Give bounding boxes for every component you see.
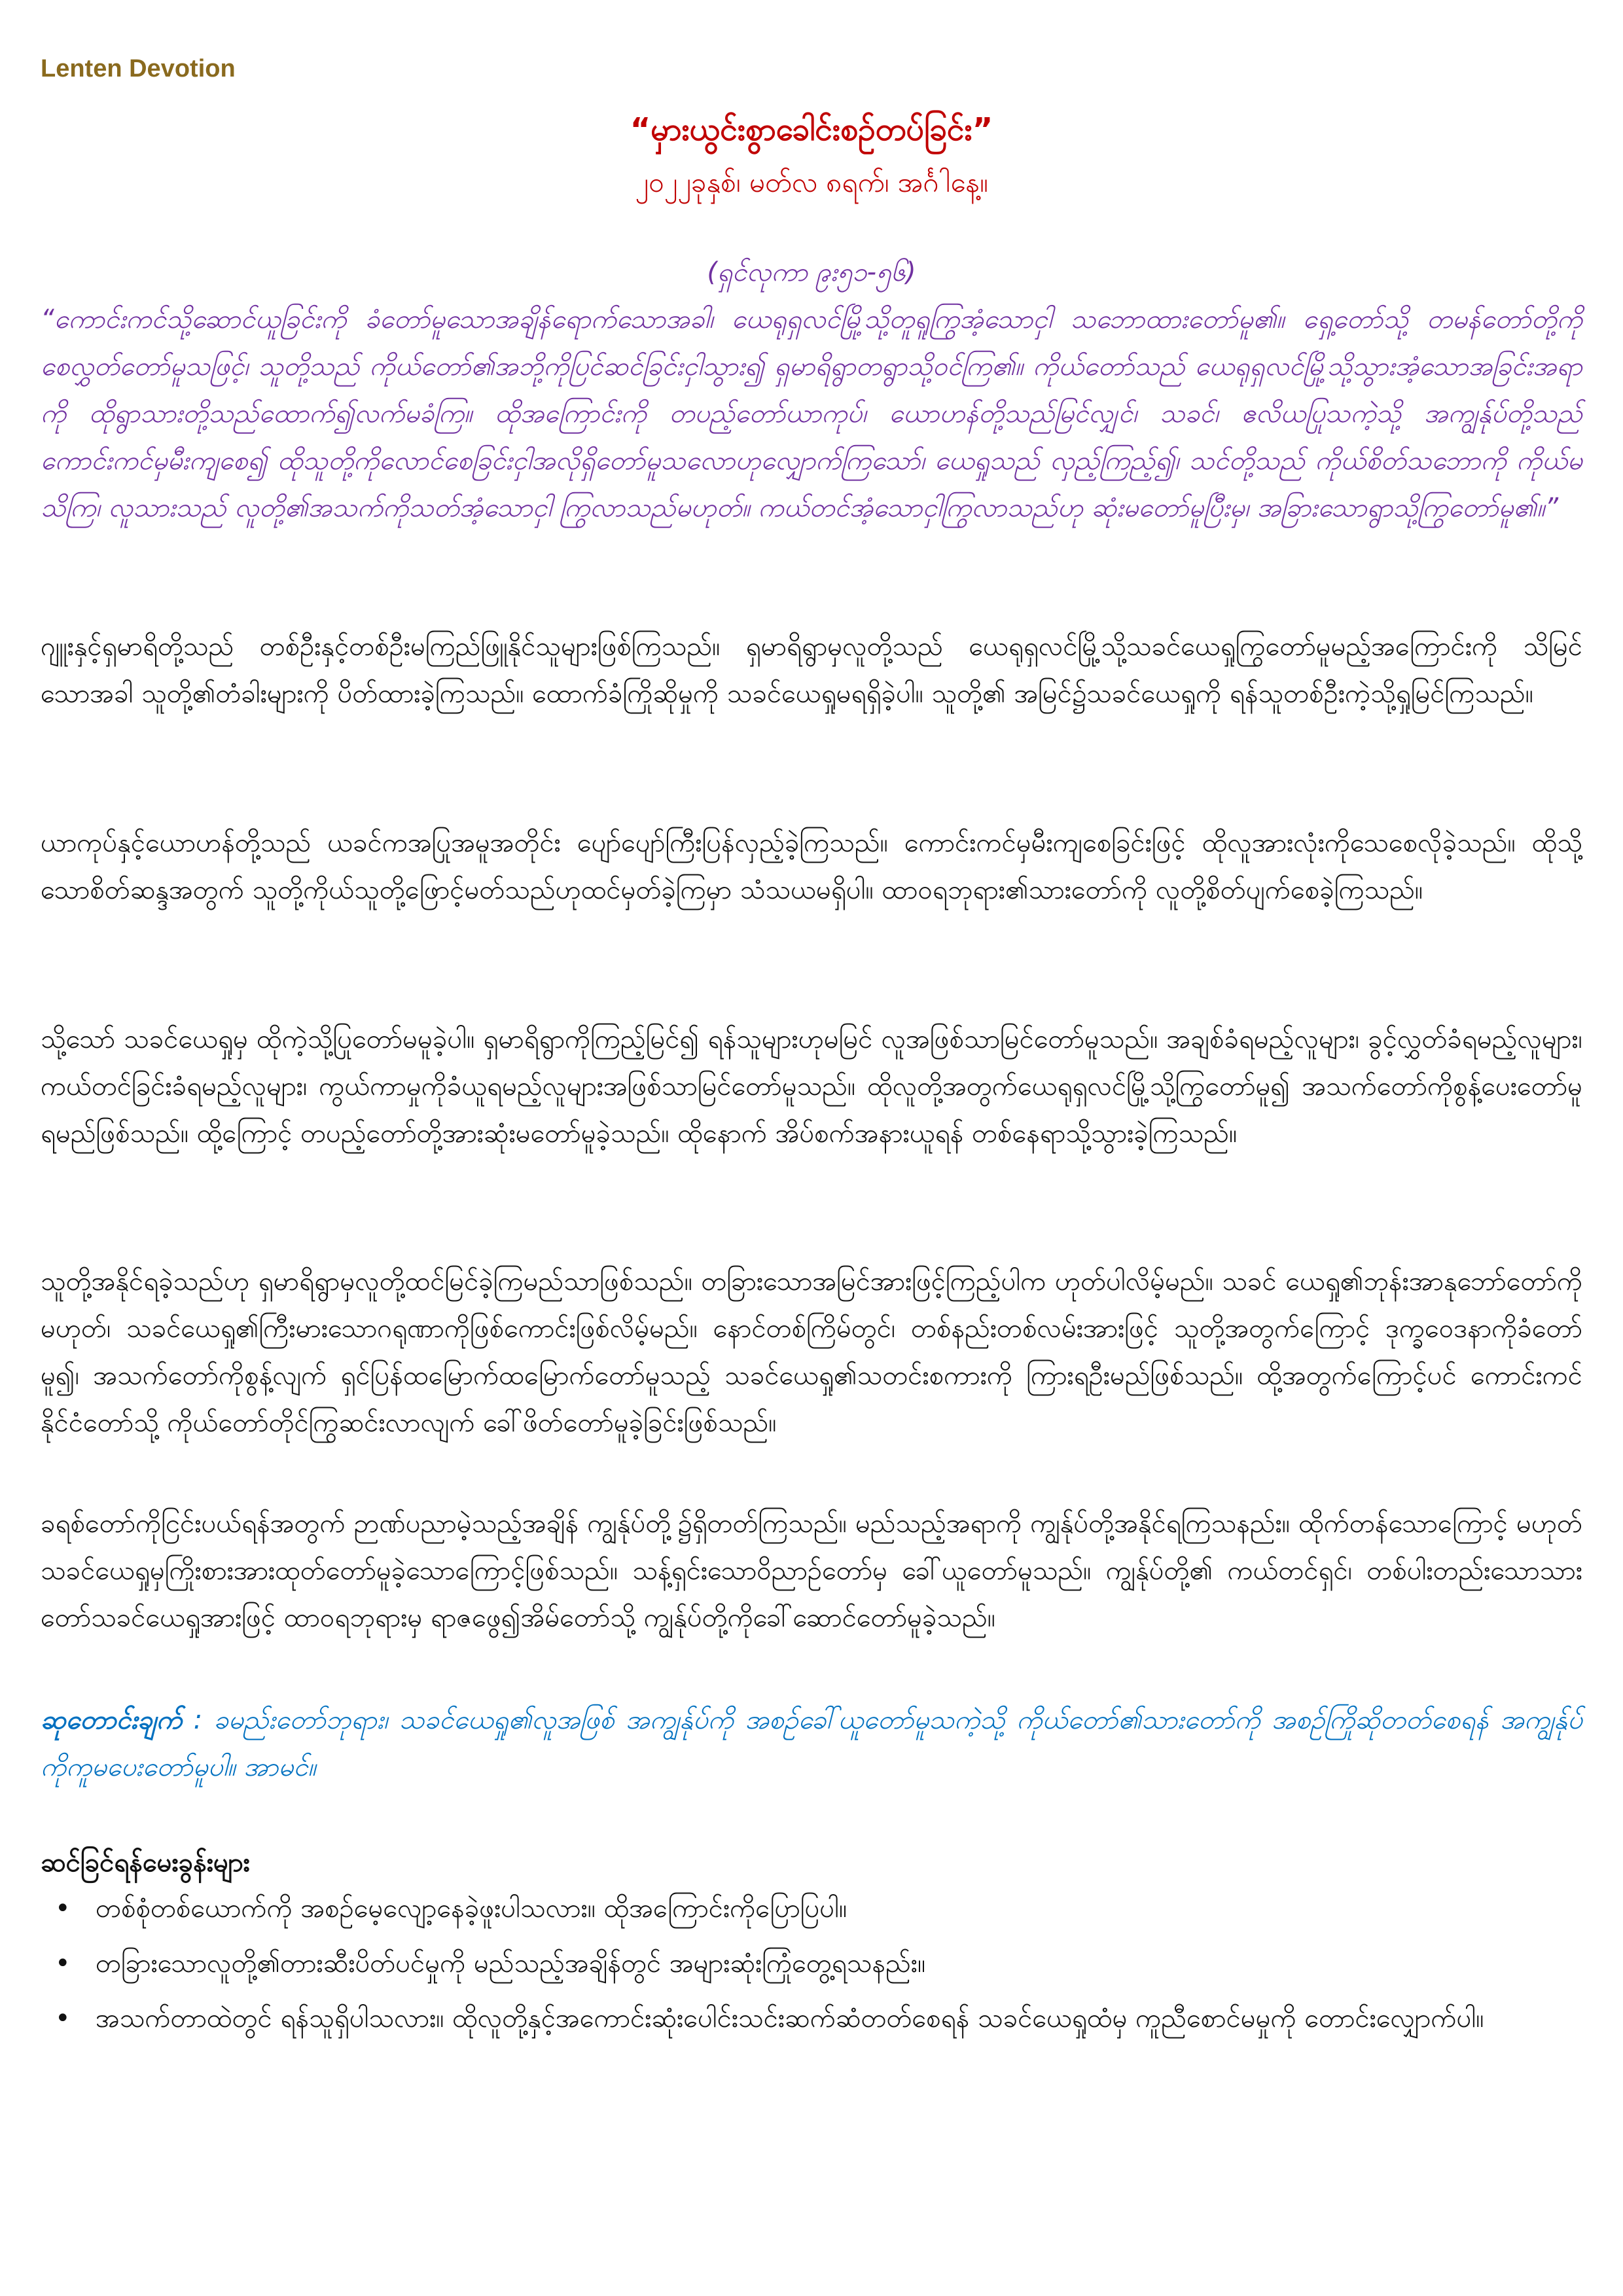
- prayer-separator: :: [182, 1705, 214, 1735]
- questions-list: [41, 1885, 1582, 2050]
- paragraph-1: ဂျူးနှင့်ရှမာရိတို့သည် တစ်ဦးနှင့်တစ်ဦးမကြည်ဖြူနိုင်သူများဖြစ်ကြသည်။ ရှမာရိရွာမှလူတို့သည် ယေရုရှလင်မြို့သို့သခင်ယေရှုကြွတော်မူမည့်အကြောင်းကို သိမြင်သောအခါ သူတို့၏တံခါးများကို ပိတ်ထားခဲ့ကြသည်။ ထောက်ခံကြိုဆိုမှုကို သခင်ယေရှုမရရှိခဲ့ပါ။ သူတို့၏ အမြင်၌သခင်ယေရှုကို ရန်သူတစ်ဦးကဲ့သို့ရှုမြင်ကြသည်။: [41, 632, 1582, 709]
- list-item: [41, 1995, 1582, 2042]
- devotion-title: “မှားယွင်းစွာခေါင်းစဉ်တပ်ခြင်း”: [630, 111, 993, 148]
- paragraph-5: ခရစ်တော်ကိုငြင်းပယ်ရန်အတွက် ဉာဏ်ပညာမဲ့သည့်အချိန် ကျွန်ုပ်တို့၌ရှိတတ်ကြသည်။ မည်သည့်အရာကို ကျွန်ုပ်တို့အနိုင်ရကြသနည်း။ ထိုက်တန်သောကြောင့် မဟုတ် သခင်ယေရှုမှကြိုးစားအားထုတ်တော်မူခဲ့သောကြောင့်ဖြစ်သည်။ သန့်ရှင်းသောဝိညာဉ်တော်မှ ခေါ်ယူတော်မူသည်။ ကျွန်ုပ်တို့၏ ကယ်တင်ရှင်၊ တစ်ပါးတည်းသောသားတော်သခင်ယေရှုအားဖြင့် ထာဝရဘုရားမှ ရာဇဖွေ၍အိမ်တော်သို့ ကျွန်ုပ်တို့ကိုခေါ်ဆောင်တော်မူခဲ့သည်။: [41, 1509, 1582, 1633]
- scripture-reference: (ရှင်လုကာ ၉း၅၁-၅၆): [707, 257, 916, 287]
- paragraph-2: ယာကုပ်နှင့်ယောဟန်တို့သည် ယခင်ကအပြုအမူအတိုင်း ပျော်ပျော်ကြီးပြန်လှည့်ခဲ့ကြသည်။ ကောင်းကင်မှမီးကျစေခြင်းဖြင့် ထိုလူအားလုံးကိုသေစေလိုခဲ့သည်။ ထိုသို့သောစိတ်ဆန္ဒအတွက် သူတို့ကိုယ်သူတို့ဖြောင့်မတ်သည်ဟုထင်မှတ်ခဲ့ကြမှာ သံသယမရှိပါ။ ထာဝရဘုရား၏သားတော်ကို လူတို့စိတ်ပျက်စေခဲ့ကြသည်။: [41, 828, 1582, 905]
- bullet-icon: •: [55, 2003, 71, 2034]
- question-2: တခြားသောလူတို့၏တားဆီးပိတ်ပင်မှုကို မည်သည့်အချိန်တွင် အများဆုံးကြုံတွေ့ရသနည်း။: [96, 1948, 926, 1979]
- prayer-text: ခမည်းတော်ဘုရား၊ သခင်ယေရှု၏လူအဖြစ် အကျွန်ုပ်ကို အစဉ်ခေါ်ယူတော်မူသကဲ့သို့ ကိုယ်တော်၏သားတော်ကို အစဉ်ကြိုဆိုတတ်စေရန် အကျွန်ုပ်ကိုကူမပေးတော်မူပါ။ အာမင်။: [41, 1705, 1583, 1782]
- devotion-date: ၂၀၂၂ခုနှစ်၊ မတ်လ ၈ရက်၊ အင်္ဂါနေ့။: [635, 166, 988, 198]
- header-label: Lenten Devotion: [41, 55, 236, 82]
- paragraph-3: သို့သော် သခင်ယေရှုမှ ထိုကဲ့သို့ပြုတော်မမူခဲ့ပါ။ ရှမာရိရွာကိုကြည့်မြင်၍ ရန်သူများဟုမမြင် လူအဖြစ်သာမြင်တော်မူသည်။ အချစ်ခံရမည့်လူများ၊ ခွင့်လွှတ်ခံရမည့်လူများ၊ ကယ်တင်ခြင်းခံရမည့်လူများ၊ ကွယ်ကာမှုကိုခံယူရမည့်လူများအဖြစ်သာမြင်တော်မူသည်။ ထိုလူတို့အတွက်ယေရုရှလင်မြို့သို့ကြွတော်မူ၍ အသက်တော်ကိုစွန့်ပေးတော်မူရမည်ဖြစ်သည်။ ထို့ကြောင့် တပည့်တော်တို့အားဆုံးမတော်မူခဲ့သည်။ ထိုနောက် အိပ်စက်အနားယူရန် တစ်နေရာသို့သွားခဲ့ကြသည်။: [41, 1024, 1582, 1149]
- paragraph-4: သူတို့အနိုင်ရခဲ့သည်ဟု ရှမာရိရွာမှလူတို့ထင်မြင်ခဲ့ကြမည်သာဖြစ်သည်။ တခြားသောအမြင်အားဖြင့်ကြည့်ပါက ဟုတ်ပါလိမ့်မည်။ သခင် ယေရှု၏ဘုန်းအာနုဘော်တော်ကိုမဟုတ်၊ သခင်ယေရှု၏ကြီးမားသောဂရုဏာကိုဖြစ်ကောင်းဖြစ်လိမ့်မည်။ နောင်တစ်ကြိမ်တွင်၊ တစ်နည်းတစ်လမ်းအားဖြင့် သူတို့အတွက်ကြောင့် ဒုက္ခဝေဒနာကိုခံတော်မူ၍၊ အသက်တော်ကိုစွန့်လျက် ရှင်ပြန်ထမြောက်ထမြောက်တော်မူသည့် သခင်ယေရှု၏သတင်းစကားကို ကြားရဦးမည်ဖြစ်သည်။ ထို့အတွက်ကြောင့်ပင် ကောင်းကင်နိုင်ငံတော်သို့ ကိုယ်တော်တိုင်ကြွဆင်းလာလျက် ခေါ်ဖိတ်တော်မူခဲ့ခြင်းဖြစ်သည်။: [41, 1266, 1582, 1438]
- scripture-text: “ကောင်းကင်သို့ဆောင်ယူခြင်းကို ခံတော်မူသောအချိန်ရောက်သောအခါ၊ ယေရုရှလင်မြို့သို့တူရူကြွအံ့သောငှါ သဘောထားတော်မူ၏။ ရှေ့တော်သို့ တမန်တော်တို့ကိုစေလွှတ်တော်မူသဖြင့်၊ သူတို့သည် ကိုယ်တော်၏အဘို့ကိုပြင်ဆင်ခြင်းငှါသွား၍ ရှမာရိရွာတရွာသို့ဝင်ကြ၏။ ကိုယ်တော်သည် ယေရုရှလင်မြို့သို့သွားအံ့သောအခြင်းအရာကို ထိုရွာသားတို့သည်ထောက်၍လက်မခံကြ။ ထိုအကြောင်းကို တပည့်တော်ယာကုပ်၊ ယောဟန်တို့သည်မြင်လျှင်၊ သခင်၊ ဧလိယပြုသကဲ့သို့ အကျွန်ုပ်တို့သည် ကောင်းကင်မှမီးကျစေ၍ ထိုသူတို့ကိုလောင်စေခြင်းငှါအလိုရှိတော်မူသလောဟုလျှောက်ကြသော်၊ ယေရှုသည် လှည့်ကြည့်၍၊ သင်တို့သည် ကိုယ်စိတ်သဘောကို ကိုယ်မသိကြ၊ လူသားသည် လူတို့၏အသက်ကိုသတ်အံ့သောငှါ ကြွလာသည်မဟုတ်။ ကယ်တင်အံ့သောငှါကြွလာသည်ဟု ဆုံးမတော်မူပြီးမှ၊ အခြားသောရွာသို့ကြွတော်မူ၏။”: [41, 304, 1582, 523]
- list-item: [41, 1885, 1582, 1932]
- prayer-block: [41, 1696, 1582, 1791]
- bullet-icon: •: [55, 1948, 71, 1979]
- questions-heading: ဆင်ခြင်ရန်မေးခွန်းများ: [41, 1848, 250, 1878]
- prayer-label: ဆုတောင်းချက်: [41, 1705, 183, 1735]
- bullet-icon: •: [55, 1893, 71, 1924]
- question-1: တစ်စုံတစ်ယောက်ကို အစဉ်မေ့လျော့နေခဲ့ဖူးပါသလား။ ထိုအကြောင်းကိုပြောပြပါ။: [96, 1893, 847, 1924]
- list-item: [41, 1940, 1582, 1987]
- question-3: အသက်တာထဲတွင် ရန်သူရှိပါသလား။ ထိုလူတို့နှင့်အကောင်းဆုံးပေါင်းသင်းဆက်ဆံတတ်စေရန် သခင်ယေရှုထံမှ ကူညီစောင်မမှုကို တောင်းလျှောက်ပါ။: [96, 2003, 1484, 2034]
